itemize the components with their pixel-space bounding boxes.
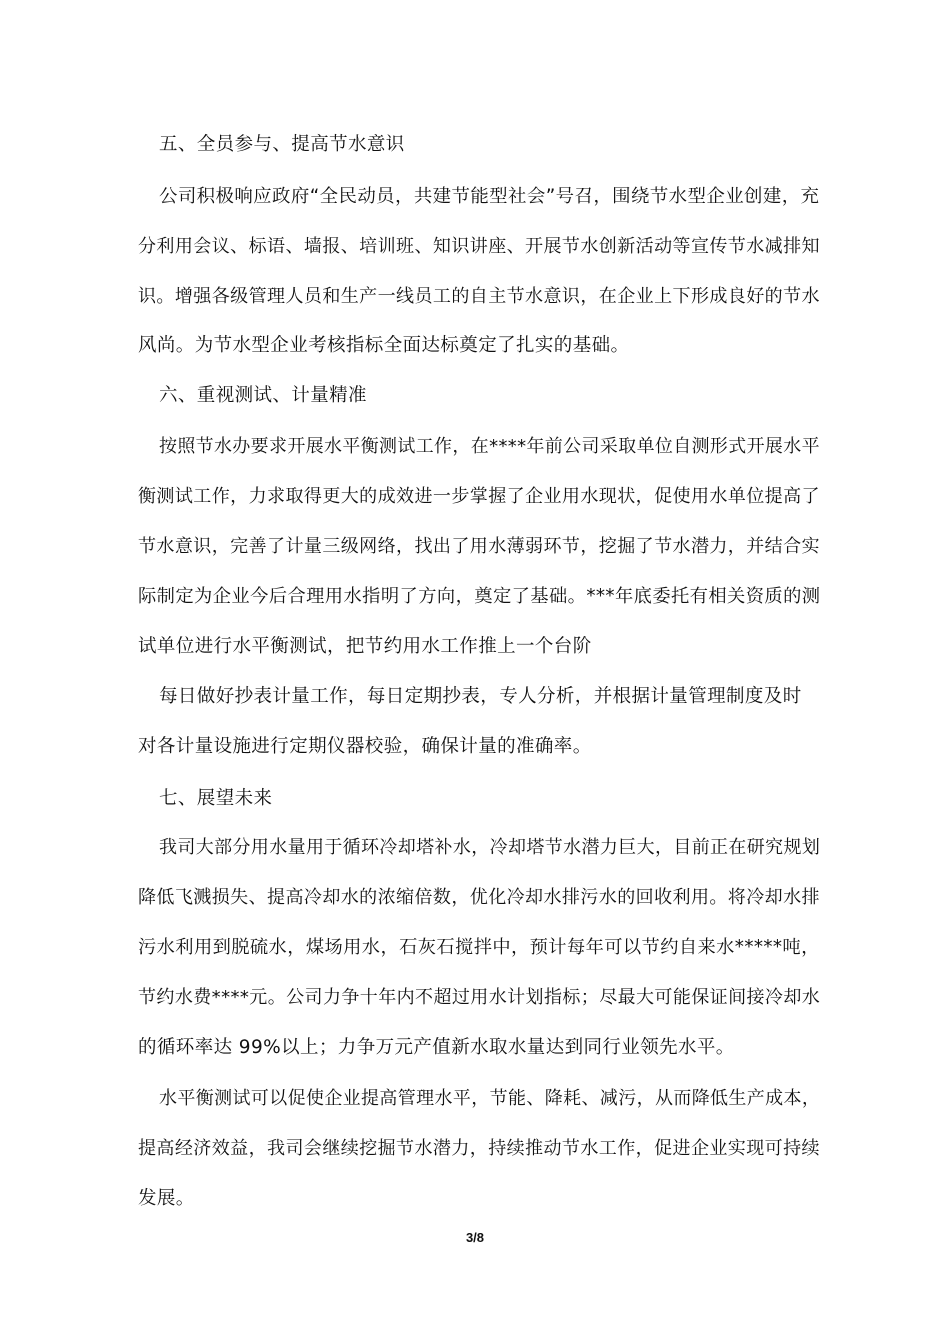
paragraph-line: 公司积极响应政府“全民动员，共建节能型社会”号召，围绕节水型企业创建，充 <box>159 186 820 207</box>
page-number: 3/8 <box>465 1230 485 1245</box>
section-heading-7: 七、展望未来 <box>159 788 273 809</box>
paragraph-line: 每日做好抄表计量工作，每日定期抄表，专人分析，并根据计量管理制度及时 <box>159 686 802 707</box>
paragraph-line: 污水利用到脱硫水，煤场用水，石灰石搅拌中，预计每年可以节约自来水*****吨， <box>138 937 820 958</box>
paragraph-line: 试单位进行水平衡测试，把节约用水工作推上一个台阶 <box>138 636 592 657</box>
paragraph-line: 降低飞溅损失、提高冷却水的浓缩倍数，优化冷却水排污水的回收利用。将冷却水排 <box>138 887 820 908</box>
paragraph-line: 按照节水办要求开展水平衡测试工作，在****年前公司采取单位自测形式开展水平 <box>159 436 820 457</box>
paragraph-line: 分利用会议、标语、墙报、培训班、知识讲座、开展节水创新活动等宣传节水减排知 <box>138 236 820 257</box>
paragraph-line: 的循环率达 99%以上；力争万元产值新水取水量达到同行业领先水平。 <box>138 1037 735 1058</box>
paragraph-line: 衡测试工作，力求取得更大的成效进一步掌握了企业用水现状，促使用水单位提高了 <box>138 486 820 507</box>
paragraph-line: 际制定为企业今后合理用水指明了方向，奠定了基础。***年底委托有相关资质的测 <box>138 586 821 607</box>
paragraph-line: 风尚。为节水型企业考核指标全面达标奠定了扎实的基础。 <box>138 335 630 356</box>
section-heading-5: 五、全员参与、提高节水意识 <box>159 134 405 155</box>
paragraph-line: 节约水费****元。公司力争十年内不超过用水计划指标；尽最大可能保证间接冷却水 <box>138 987 821 1008</box>
paragraph-line: 识。增强各级管理人员和生产一线员工的自主节水意识，在企业上下形成良好的节水 <box>138 286 820 307</box>
paragraph-line: 水平衡测试可以促使企业提高管理水平，节能、降耗、减污，从而降低生产成本， <box>159 1088 821 1109</box>
paragraph-line: 提高经济效益，我司会继续挖掘节水潜力，持续推动节水工作，促进企业实现可持续 <box>138 1138 820 1159</box>
paragraph-line: 节水意识，完善了计量三级网络，找出了用水薄弱环节，挖掘了节水潜力，并结合实 <box>138 536 820 557</box>
section-heading-6: 六、重视测试、计量精准 <box>159 385 367 406</box>
paragraph-line: 对各计量设施进行定期仪器校验，确保计量的准确率。 <box>138 736 592 757</box>
paragraph-line: 发展。 <box>138 1188 195 1209</box>
paragraph-line: 我司大部分用水量用于循环冷却塔补水，冷却塔节水潜力巨大，目前正在研究规划 <box>159 837 821 858</box>
